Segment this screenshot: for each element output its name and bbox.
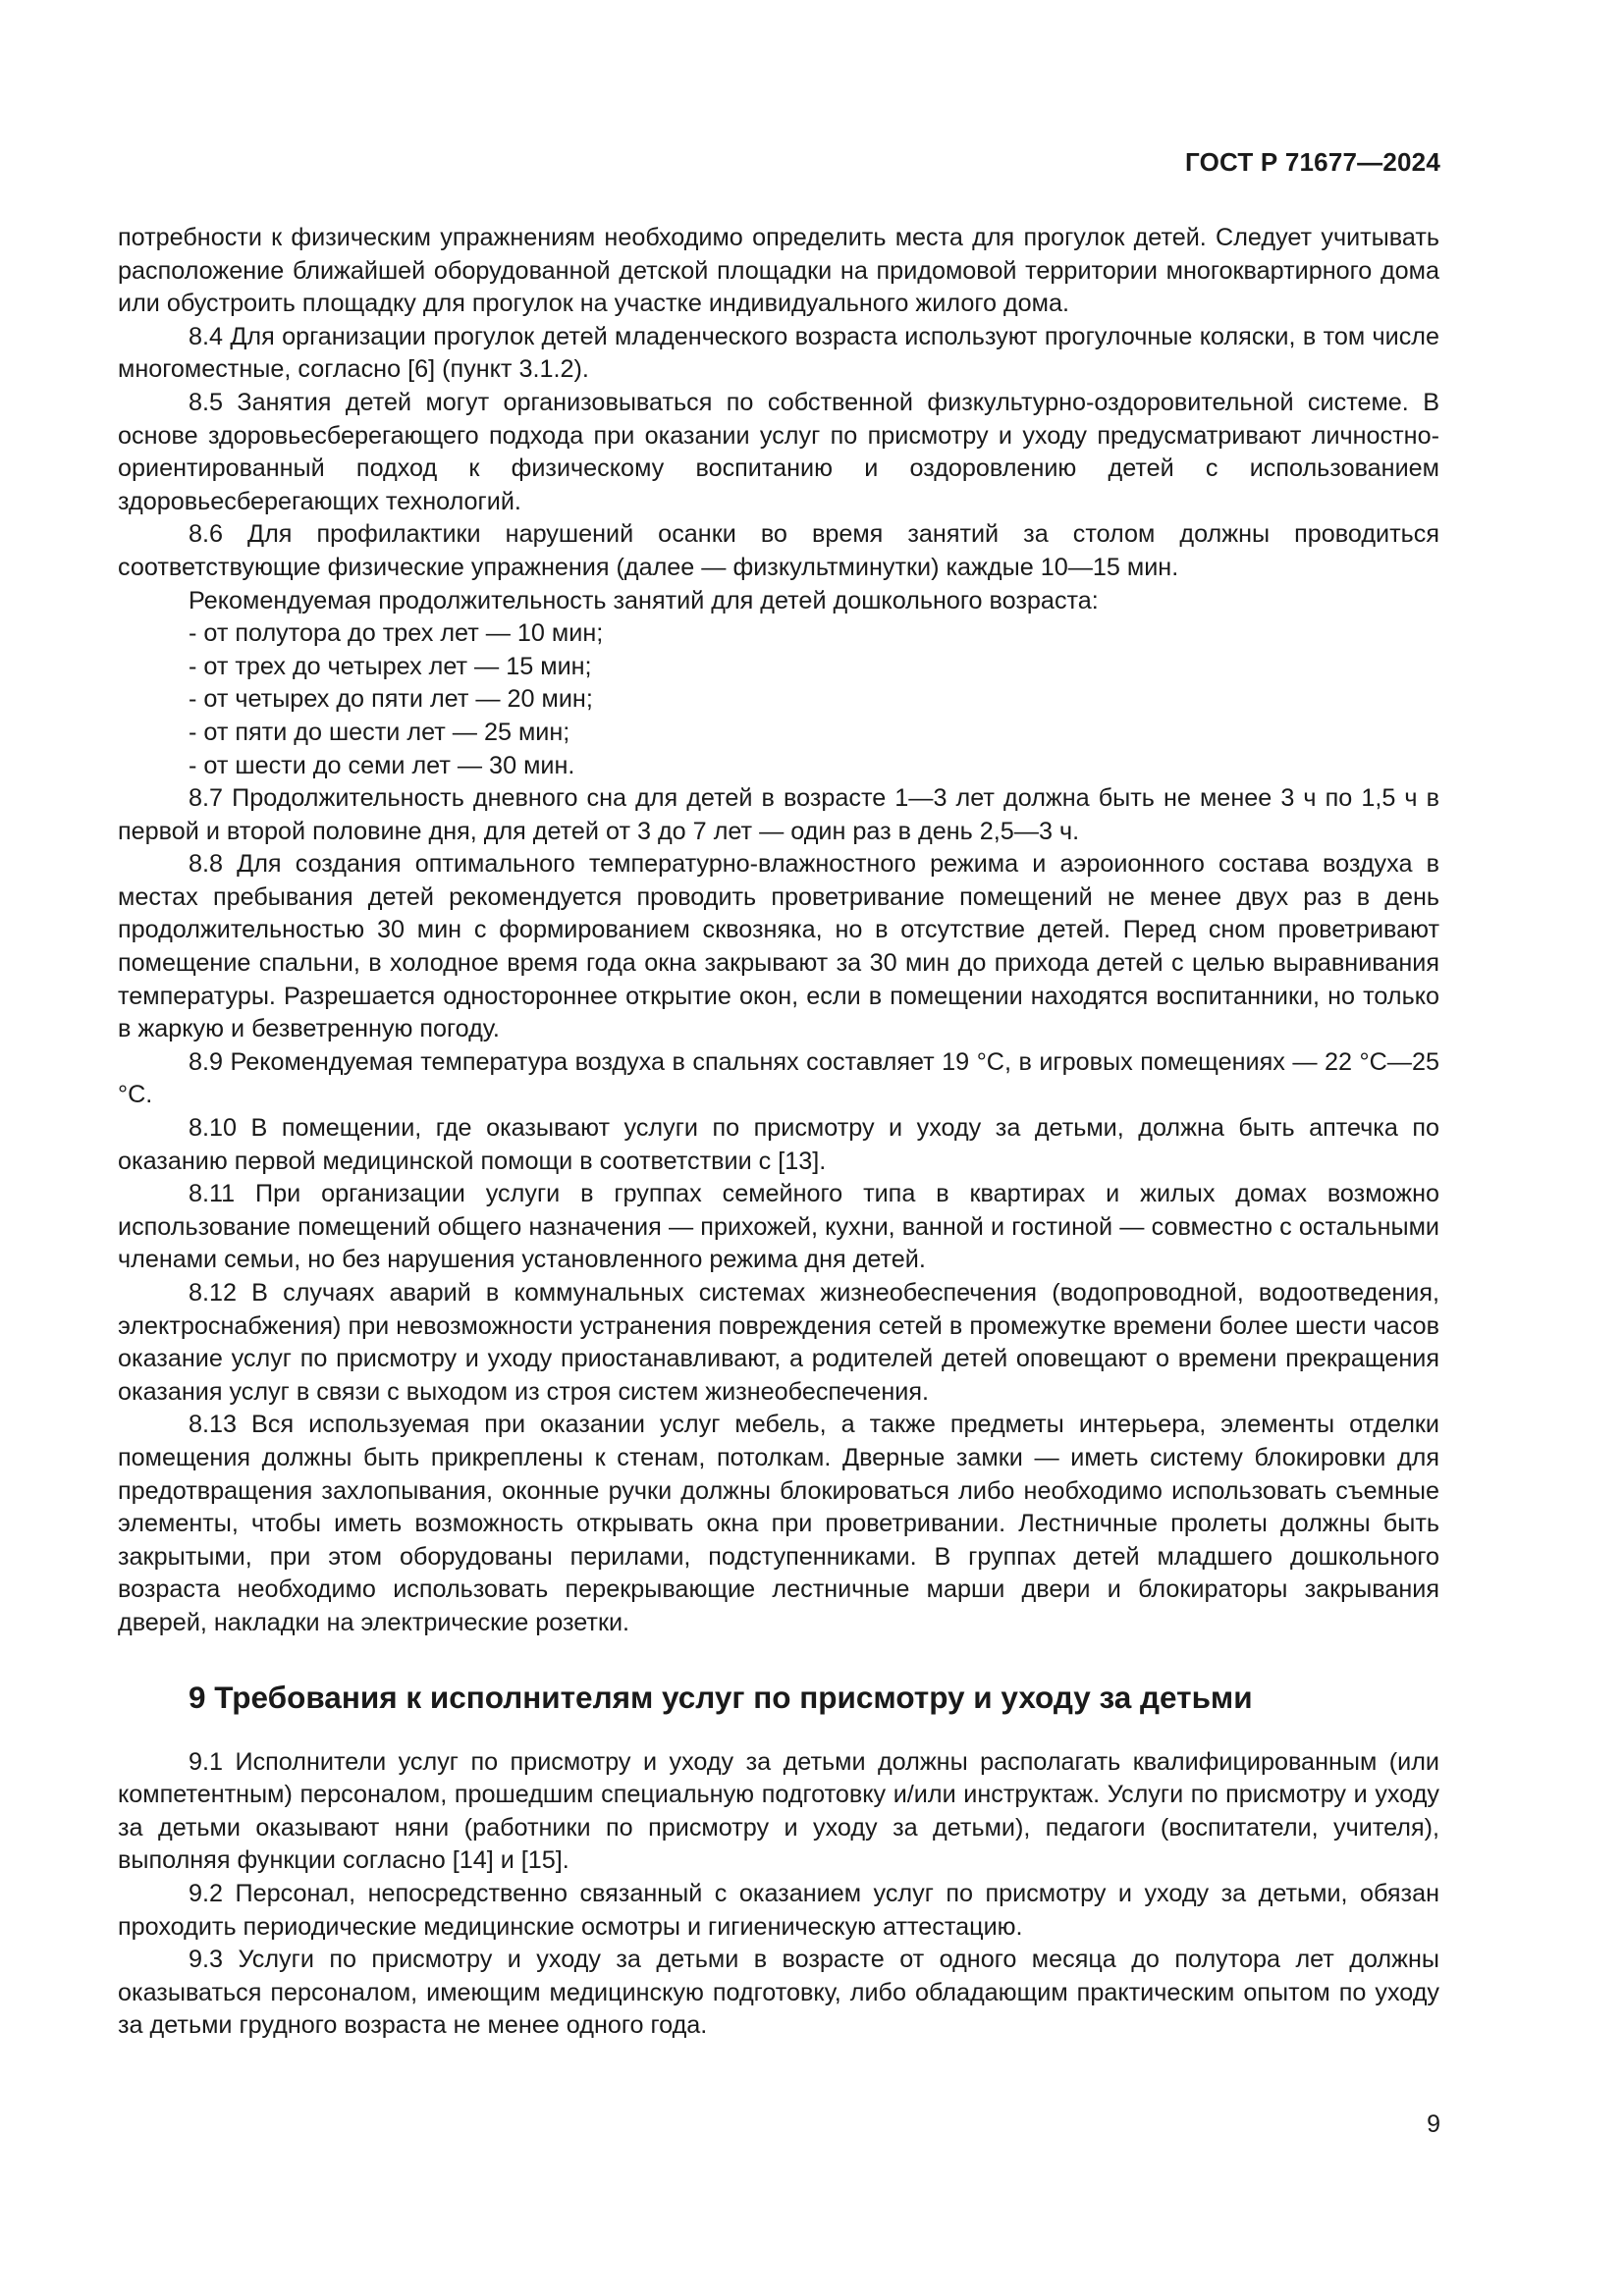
- paragraph: 8.11 При организации услуги в группах семейного типа в квартирах и жилых домах возможно использование помещений общего назначения — прихожей, кухни, ванной и гостиной — совместно с остальными членами семьи, но без нарушения установленного режима дня детей.: [118, 1180, 1439, 1274]
- section-9-text: [118, 1746, 1439, 2043]
- paragraph: 9.1 Исполнители услуг по присмотру и уходу за детьми должны располагать квалифицированным (или компетентным) персоналом, прошедшим специальную подготовку и/или инструктаж. Услуги по присмотру и уходу за детьми оказывают няни (работники по присмотру и уходу за детьми), педагоги (воспитатели, учителя), выполняя функции согласно [14] и [15].: [118, 1747, 1439, 1875]
- list-item: - от пяти до шести лет — 25 мин;: [189, 718, 570, 746]
- section-8-text: [118, 222, 1439, 1640]
- paragraph: 8.4 Для организации прогулок детей младенческого возраста используют прогулочные коляски, в том числе многоместные, согласно [6] (пункт 3.1.2).: [118, 322, 1439, 384]
- section-heading: 9 Требования к исполнителям услуг по присмотру и уходу за детьми: [189, 1679, 1253, 1715]
- list-item: - от шести до семи лет — 30 мин.: [189, 751, 575, 779]
- paragraph: 8.5 Занятия детей могут организовываться по собственной физкультурно-оздоровительной системе. В основе здоровьесберегающего подхода при оказании услуг по присмотру и уходу предусматривают личностно-ориентированный подход к физическому воспитанию и оздоровлению детей с использованием здоровьесберегающих технологий.: [118, 388, 1439, 515]
- page-number: 9: [1427, 2110, 1440, 2138]
- paragraph: 9.3 Услуги по присмотру и уходу за детьми в возрасте от одного месяца до полутора лет должны оказываться персоналом, имеющим медицинскую подготовку, либо обладающим практическим опытом по уходу за детьми грудного возраста не менее одного года.: [118, 1946, 1439, 2040]
- document-header: ГОСТ Р 71677—2024: [1185, 147, 1440, 177]
- document-body: [118, 222, 1439, 2043]
- paragraph: 8.9 Рекомендуемая температура воздуха в спальнях составляет 19 °С, в игровых помещениях — 22 °С—25 °С.: [118, 1047, 1439, 1109]
- paragraph: 8.8 Для создания оптимального температурно-влажностного режима и аэроионного состава воздуха в местах пребывания детей рекомендуется проводить проветривание помещений не менее двух раз в день продолжительностью 30 мин с формированием сквозняка, но в отсутствие детей. Перед сном проветривают помещение спальни, в холодное время года окна закрывают за 30 мин до прихода детей с целью выравнивания температуры. Разрешается одностороннее открытие окон, если в помещении находятся воспитанники, но только в жаркую и безветренную погоду.: [118, 850, 1439, 1043]
- list-item: - от полутора до трех лет — 10 мин;: [189, 619, 604, 648]
- paragraph: 8.10 В помещении, где оказывают услуги по присмотру и уходу за детьми, должна быть аптечка по оказанию первой медицинской помощи в соответствии с [13].: [118, 1114, 1439, 1175]
- list-item: Рекомендуемая продолжительность занятий для детей дошкольного возраста:: [189, 586, 1099, 614]
- paragraph: 8.13 Вся используемая при оказании услуг мебель, а также предметы интерьера, элементы отделки помещения должны быть прикреплены к стенам, потолкам. Дверные замки — иметь систему блокировки для предотвращения захлопывания, оконные ручки должны блокироваться либо необходимо использовать съемные элементы, чтобы иметь возможность открывать окна при проветривании. Лестничные пролеты должны быть закрытыми, при этом оборудованы перилами, подступенниками. В группах детей младшего дошкольного возраста необходимо использовать перекрывающие лестничные марши двери и блокираторы закрывания дверей, накладки на электрические розетки.: [118, 1411, 1439, 1636]
- paragraph: потребности к физическим упражнениям необходимо определить места для прогулок детей. Следует учитывать расположение ближайшей оборудованной детской площадки на придомовой территории многоквартирного дома или обустроить площадку для прогулок на участке индивидуального жилого дома.: [118, 224, 1439, 318]
- paragraph: 9.2 Персонал, непосредственно связанный с оказанием услуг по присмотру и уходу за детьми, обязан проходить периодические медицинские осмотры и гигиеническую аттестацию.: [118, 1879, 1439, 1941]
- paragraph: 8.6 Для профилактики нарушений осанки во время занятий за столом должны проводиться соответствующие физические упражнения (далее — физкультминутки) каждые 10—15 мин.: [118, 520, 1439, 581]
- paragraph: 8.12 В случаях аварий в коммунальных системах жизнеобеспечения (водопроводной, водоотведения, электроснабжения) при невозможности устранения повреждения сетей в промежутке времени более шести часов оказание услуг по присмотру и уходу приостанавливают, а родителей детей оповещают о времени прекращения оказания услуг в связи с выходом из строя систем жизнеобеспечения.: [118, 1279, 1439, 1406]
- list-item: - от четырех до пяти лет — 20 мин;: [189, 685, 593, 714]
- paragraph: 8.7 Продолжительность дневного сна для детей в возрасте 1—3 лет должна быть не менее 3 ч по 1,5 ч в первой и второй половине дня, для детей от 3 до 7 лет — один раз в день 2,5—3 ч.: [118, 784, 1439, 845]
- list-item: - от трех до четырех лет — 15 мин;: [189, 652, 592, 680]
